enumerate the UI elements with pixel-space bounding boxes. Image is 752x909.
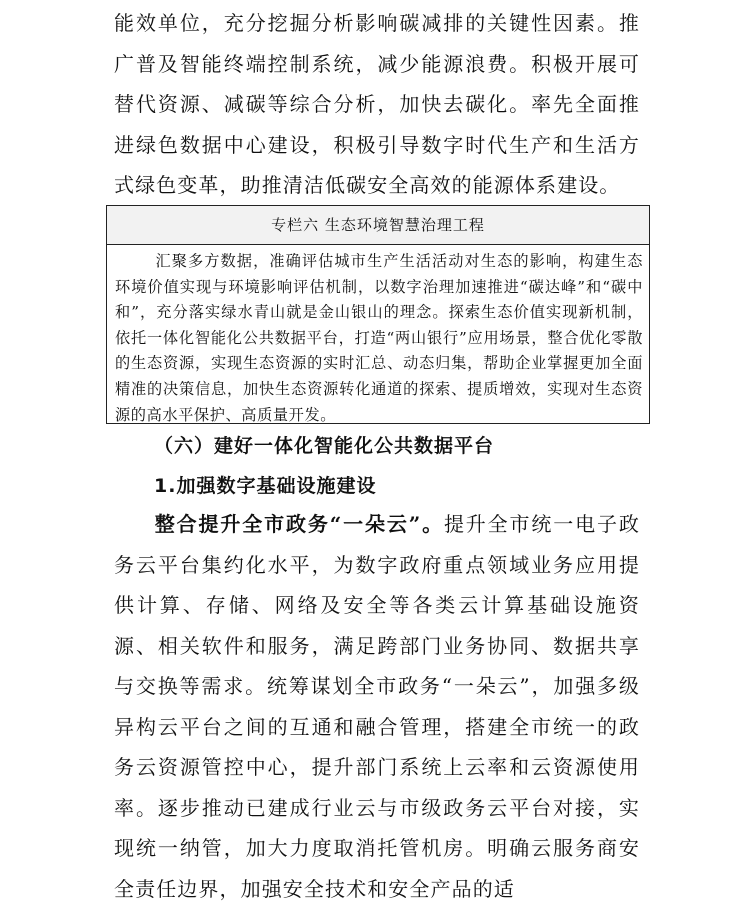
column-box-body bbox=[107, 245, 649, 428]
subsection-heading: 1.加强数字基础设施建设 bbox=[154, 475, 377, 497]
section-heading: （六）建好一体化智能化公共数据平台 bbox=[154, 435, 495, 457]
top-paragraph: 能效单位，充分挖掘分析影响碳减排的关键性因素。推广普及智能终端控制系统，减少能源浪费。积极开展可替代资源、减碳等综合分析，加快去碳化。率先全面推进绿色数据中心建设，积极引导数字时代生产和生活方式绿色变革，助推清洁低碳安全高效的能源体系建设。 bbox=[114, 11, 640, 197]
column-box-body-text: 汇聚多方数据，准确评估城市生产生活活动对生态的影响，构建生态环境价值实现与环境影响评估机制，以数字治理加速推进“碳达峰”和“碳中和”，充分落实绿水青山就是金山银山的理念。探索生态价值实现新机制，依托一体化智能化公共数据平台，打造“两山银行”应用场景，整合优化零散的生态资源，实现生态资源的实时汇总、动态归集，帮助企业掌握更加全面精准的决策信息，加快生态资源转化通道的探索、提质增效，实现对生态资源的高水平保护、高质量开发。 bbox=[115, 252, 643, 424]
bottom-paragraph bbox=[114, 504, 640, 909]
column-box-title: 专栏六 生态环境智慧治理工程 bbox=[107, 206, 649, 245]
paragraph-lead: 整合提升全市政务“一朵云”。 bbox=[154, 512, 444, 536]
column-box bbox=[106, 205, 650, 424]
paragraph-text: 提升全市统一电子政务云平台集约化水平，为数字政府重点领域业务应用提供计算、存储、网络及安全等各类云计算基础设施资源、相关软件和服务，满足跨部门业务协同、数据共享与交换等需求。统筹谋划全市政务“一朵云”，加强多级异构云平台之间的互通和融合管理，搭建全市统一的政务云资源管控中心，提升部门系统上云率和云资源使用率。逐步推动已建成行业云与市级政务云平台对接，实现统一纳管，加大力度取消托管机房。明确云服务商安全责任边界，加强安全技术和安全产品的适 bbox=[114, 512, 640, 901]
